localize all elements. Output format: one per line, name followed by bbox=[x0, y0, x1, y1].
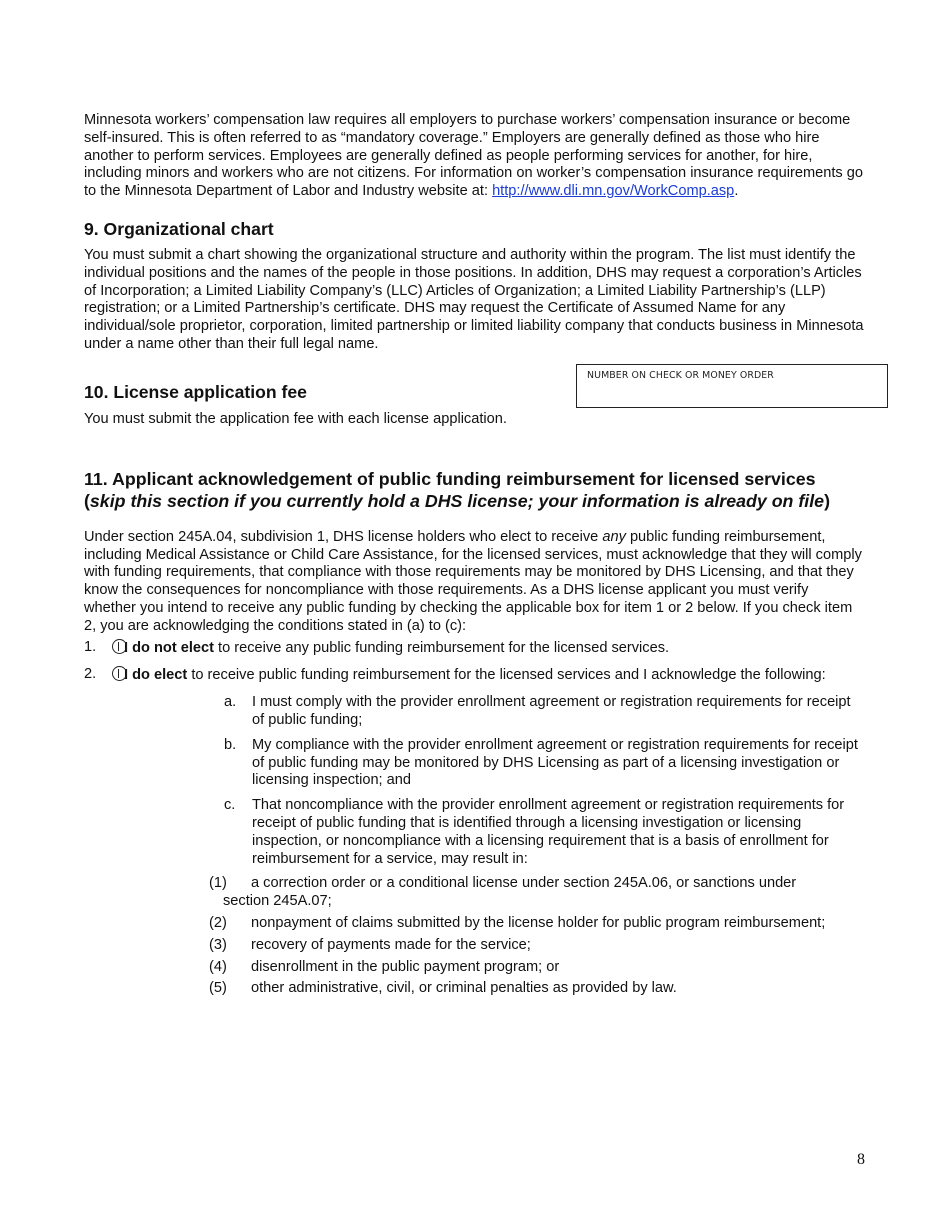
page-number: 8 bbox=[857, 1151, 865, 1168]
section-9-heading: 9. Organizational chart bbox=[84, 218, 274, 239]
condition-label: b. bbox=[224, 736, 237, 753]
condition-text: That noncompliance with the provider enrollment agreement or registration requirements for receipt of public funding that is identified through a licensing investigation or licensing inspection, or noncompliance with a licensing requirement that is a basis of enrollment for reimbursement for a service, may result in: bbox=[252, 797, 845, 867]
section-11-heading bbox=[84, 468, 864, 512]
section-11-skip-note: skip this section if you currently hold a DHS license; your information is already on file bbox=[89, 490, 825, 511]
condition-label: c. bbox=[224, 797, 236, 814]
check-number-field[interactable] bbox=[576, 364, 888, 408]
penalty-item bbox=[84, 980, 864, 998]
workers-comp-paragraph bbox=[84, 112, 864, 201]
section-10 bbox=[84, 369, 864, 441]
option-bold-text: I do elect bbox=[124, 667, 188, 684]
condition-label: a. bbox=[224, 694, 237, 711]
condition-item bbox=[168, 694, 864, 730]
option-do-not-elect bbox=[84, 639, 864, 658]
section-11-title: 11. Applicant acknowledgement of public funding reimbursement for licensed services bbox=[84, 468, 816, 489]
condition-text: My compliance with the provider enrollment agreement or registration requirements for receipt of public funding may be monitored by DHS Licensing as part of a licensing investigation or licensing inspection; and bbox=[252, 736, 858, 789]
section-9-text: You must submit a chart showing the organizational structure and authority within the program. The list must identify the individual positions and the names of the people in those positions. In addition, DHS may request a corporation’s Articles of Incorporation; a Limited Liability Company’s (LLC) Articles of Organization; a Limited Liability Partnership’s (LLP) registration; or a Limited Partnership’s certificate. DHS may request the Certificate of Assumed Name for any individual/sole proprietor, corporation, limited partnership or limited liability company that conducts business in Minnesota under a name other than their full legal name. bbox=[84, 246, 864, 352]
penalty-label: (1) bbox=[209, 875, 227, 892]
section-10-text: You must submit the application fee with each license application. bbox=[84, 410, 507, 427]
dli-website-link[interactable]: http://www.dli.mn.gov/WorkComp.asp bbox=[492, 183, 735, 200]
condition-text: I must comply with the provider enrollment agreement or registration requirements for receipt of public funding; bbox=[252, 694, 851, 728]
penalty-text: disenrollment in the public payment program; or bbox=[251, 958, 560, 975]
option-text: to receive public funding reimbursement for the licensed services and I acknowledge the following: bbox=[187, 667, 826, 684]
penalty-item bbox=[84, 959, 864, 977]
section-11-open-paren: ( bbox=[84, 490, 90, 511]
penalty-item bbox=[84, 915, 864, 933]
condition-item bbox=[168, 797, 864, 868]
penalty-item bbox=[84, 875, 864, 911]
penalty-text: recovery of payments made for the service; bbox=[251, 936, 531, 953]
penalty-text: other administrative, civil, or criminal penalties as provided by law. bbox=[251, 980, 677, 997]
penalty-text-continued: section 245A.07; bbox=[223, 893, 332, 910]
section-10-heading: 10. License application fee bbox=[84, 381, 307, 402]
option-number: 2. bbox=[84, 666, 97, 683]
section-11-intro-part-a: Under section 245A.04, subdivision 1, DHS license holders who elect to receive bbox=[84, 528, 603, 545]
radio-button-do-not-elect[interactable] bbox=[112, 639, 127, 654]
workers-comp-text: Minnesota workers’ compensation law requires all employers to purchase workers’ compensation insurance or become self-insured. This is often referred to as “mandatory coverage.” Employers are generally defined as those who hire another to perform services. Employees are generally defined as people performing services for another, for hire, including minors and workers who are not citizens. For information on worker’s compensation insurance requirements go to the Minnesota Department of Labor and Industry website at: bbox=[84, 112, 863, 200]
penalty-label: (5) bbox=[209, 980, 227, 997]
penalty-text: a correction order or a conditional license under section 245A.06, or sanctions under bbox=[251, 875, 797, 892]
option-text: to receive any public funding reimbursement for the licensed services. bbox=[214, 639, 670, 656]
penalty-label: (4) bbox=[209, 958, 227, 975]
section-11-intro-part-b: public funding reimbursement, including Medical Assistance or Child Care Assistance, for the licensed services, must acknowledge that they will comply with funding requirements, that compliance with those requirements may be monitored by DHS Licensing, and that they know the consequences for noncompliance with those requirements. As a DHS license applicant you must verify whether you intend to receive any public funding by checking the applicable box for item 1 or 2 below. If you check item 2, you are acknowledging the conditions stated in (a) to (c): bbox=[84, 528, 862, 634]
option-bold-text: I do not elect bbox=[124, 639, 214, 656]
section-11-close-paren: ) bbox=[824, 490, 830, 511]
option-body bbox=[112, 639, 864, 658]
check-number-label: NUMBER ON CHECK OR MONEY ORDER bbox=[587, 369, 774, 381]
penalty-item bbox=[84, 937, 864, 955]
document-page bbox=[84, 112, 864, 998]
option-do-elect bbox=[84, 666, 864, 685]
section-11-intro bbox=[84, 529, 864, 636]
penalty-label: (3) bbox=[209, 936, 227, 953]
penalty-text: nonpayment of claims submitted by the license holder for public program reimbursement; bbox=[251, 914, 826, 931]
section-11-intro-emphasis: any bbox=[602, 528, 626, 545]
option-body bbox=[112, 666, 864, 685]
option-number: 1. bbox=[84, 638, 97, 655]
penalty-label: (2) bbox=[209, 914, 227, 931]
condition-item bbox=[168, 737, 864, 790]
workers-comp-period: . bbox=[734, 183, 739, 200]
